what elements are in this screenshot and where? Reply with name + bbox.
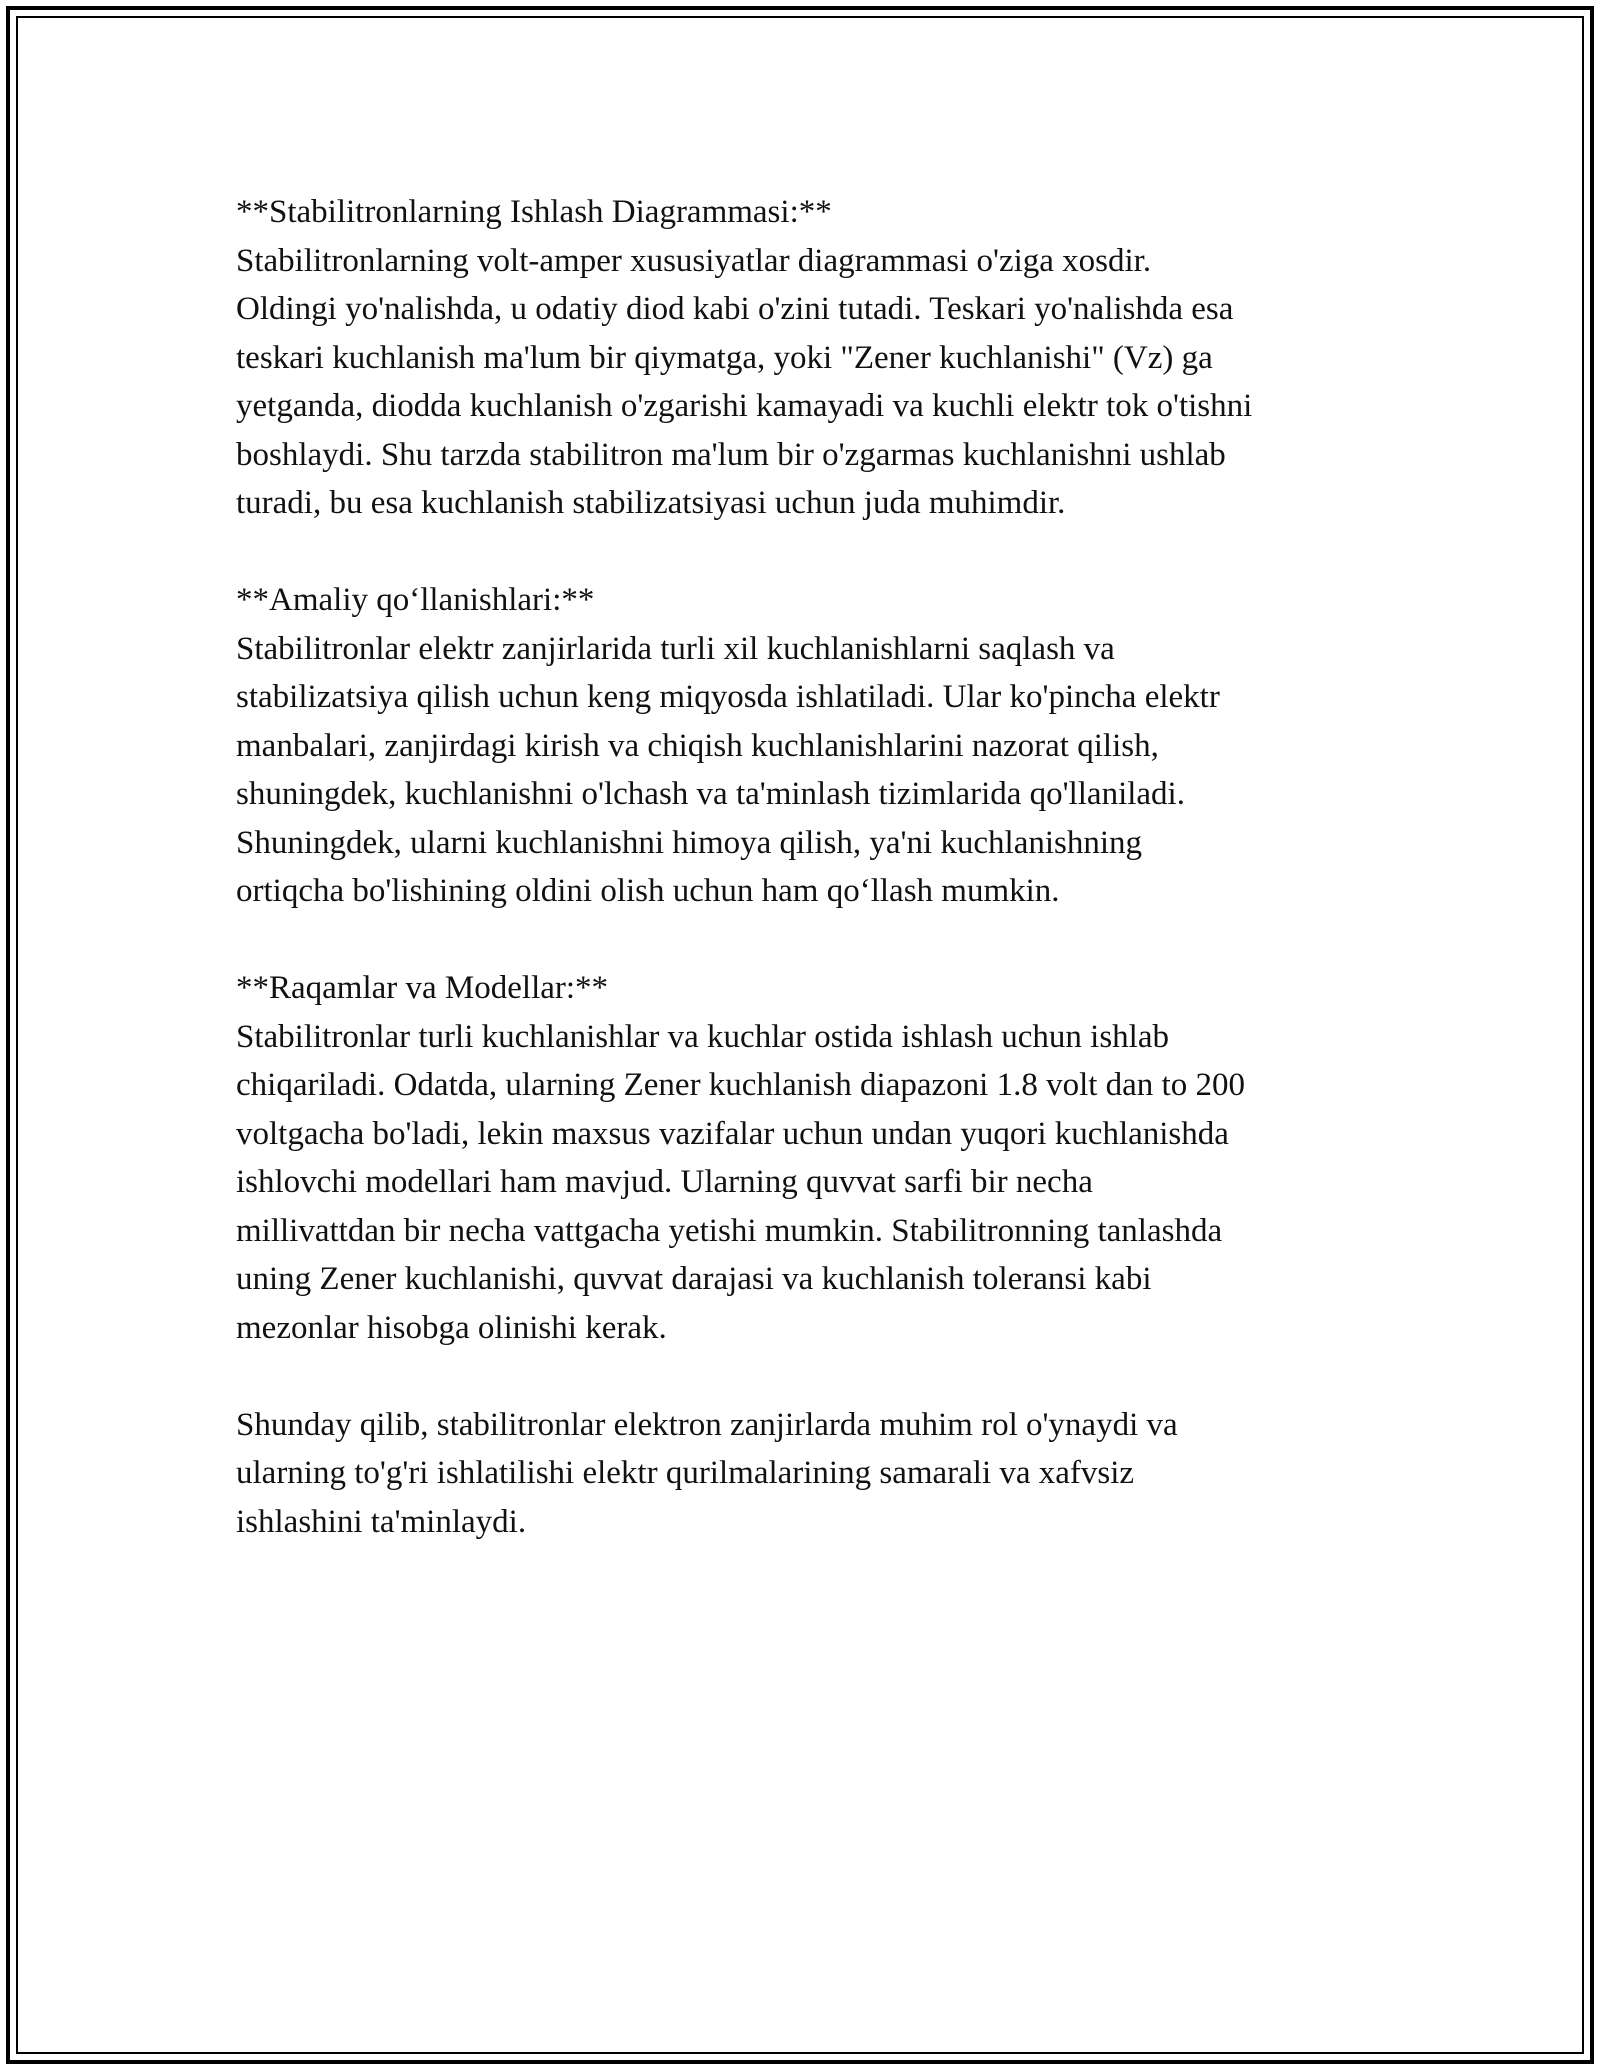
paragraph-line: boshlaydi. Shu tarzda stabilitron ma'lum bir o'zgarmas kuchlanishni ushlab bbox=[236, 436, 1226, 473]
section-heading: **Amaliy qo‘llanishlari:** bbox=[236, 582, 595, 618]
paragraph-line: Stabilitronlar turli kuchlanishlar va kuchlar ostida ishlash uchun ishlab bbox=[236, 1018, 1169, 1055]
conclusion-paragraph bbox=[236, 1401, 1386, 1547]
paragraph-line: yetganda, diodda kuchlanish o'zgarishi kamayadi va kuchli elektr tok o'tishni bbox=[236, 388, 1253, 424]
paragraph-line: Stabilitronlarning volt-amper xususiyatlar diagrammasi o'ziga xosdir. bbox=[236, 242, 1152, 279]
paragraph-line: turadi, bu esa kuchlanish stabilizatsiyasi uchun juda muhimdir. bbox=[236, 485, 1066, 521]
paragraph-line: ishlashini ta'minlaydi. bbox=[236, 1503, 527, 1540]
paragraph-line: Shunday qilib, stabilitronlar elektron zanjirlarda muhim rol o'ynaydi va bbox=[236, 1406, 1178, 1443]
section-paragraph bbox=[236, 625, 1386, 916]
section-heading: **Raqamlar va Modellar:** bbox=[236, 970, 609, 1006]
paragraph-line: shuningdek, kuchlanishni o'lchash va ta'minlash tizimlarida qo'llaniladi. bbox=[236, 776, 1185, 812]
paragraph-line: Shuningdek, ularni kuchlanishni himoya qilish, ya'ni kuchlanishning bbox=[236, 824, 1143, 861]
section-paragraph bbox=[236, 1013, 1386, 1353]
section-applications bbox=[236, 576, 1386, 916]
section-paragraph bbox=[236, 237, 1386, 528]
paragraph-line: Oldingi yo'nalishda, u odatiy diod kabi o'zini tutadi. Teskari yo'nalishda esa bbox=[236, 291, 1234, 327]
paragraph-line: ularning to'g'ri ishlatilishi elektr qurilmalarining samarali va xafvsiz bbox=[236, 1455, 1135, 1491]
paragraph-line: ortiqcha bo'lishining oldini olish uchun ham qo‘llash mumkin. bbox=[236, 873, 1060, 909]
paragraph-line: mezonlar hisobga olinishi kerak. bbox=[236, 1309, 667, 1346]
paragraph-line: ishlovchi modellari ham mavjud. Ularning quvvat sarfi bir necha bbox=[236, 1164, 1093, 1200]
section-models bbox=[236, 964, 1386, 1352]
section-diagram bbox=[236, 188, 1386, 528]
paragraph-line: Stabilitronlar elektr zanjirlarida turli xil kuchlanishlarni saqlash va bbox=[236, 630, 1115, 667]
paragraph-line: teskari kuchlanish ma'lum bir qiymatga, yoki "Zener kuchlanishi" (Vz) ga bbox=[236, 339, 1213, 376]
section-heading: **Stabilitronlarning Ishlash Diagrammasi:** bbox=[236, 194, 832, 230]
section-conclusion bbox=[236, 1401, 1386, 1547]
paragraph-line: manbalari, zanjirdagi kirish va chiqish kuchlanishlarini nazorat qilish, bbox=[236, 727, 1159, 764]
paragraph-line: chiqariladi. Odatda, ularning Zener kuchlanish diapazoni 1.8 volt dan to 200 bbox=[236, 1067, 1245, 1103]
document-body bbox=[236, 188, 1386, 1595]
paragraph-line: millivattdan bir necha vattgacha yetishi mumkin. Stabilitronning tanlashda bbox=[236, 1212, 1223, 1249]
paragraph-line: uning Zener kuchlanishi, quvvat darajasi va kuchlanish toleransi kabi bbox=[236, 1261, 1152, 1297]
paragraph-line: voltgacha bo'ladi, lekin maxsus vazifalar uchun undan yuqori kuchlanishda bbox=[236, 1115, 1229, 1152]
paragraph-line: stabilizatsiya qilish uchun keng miqyosda ishlatiladi. Ular ko'pincha elektr bbox=[236, 679, 1220, 715]
